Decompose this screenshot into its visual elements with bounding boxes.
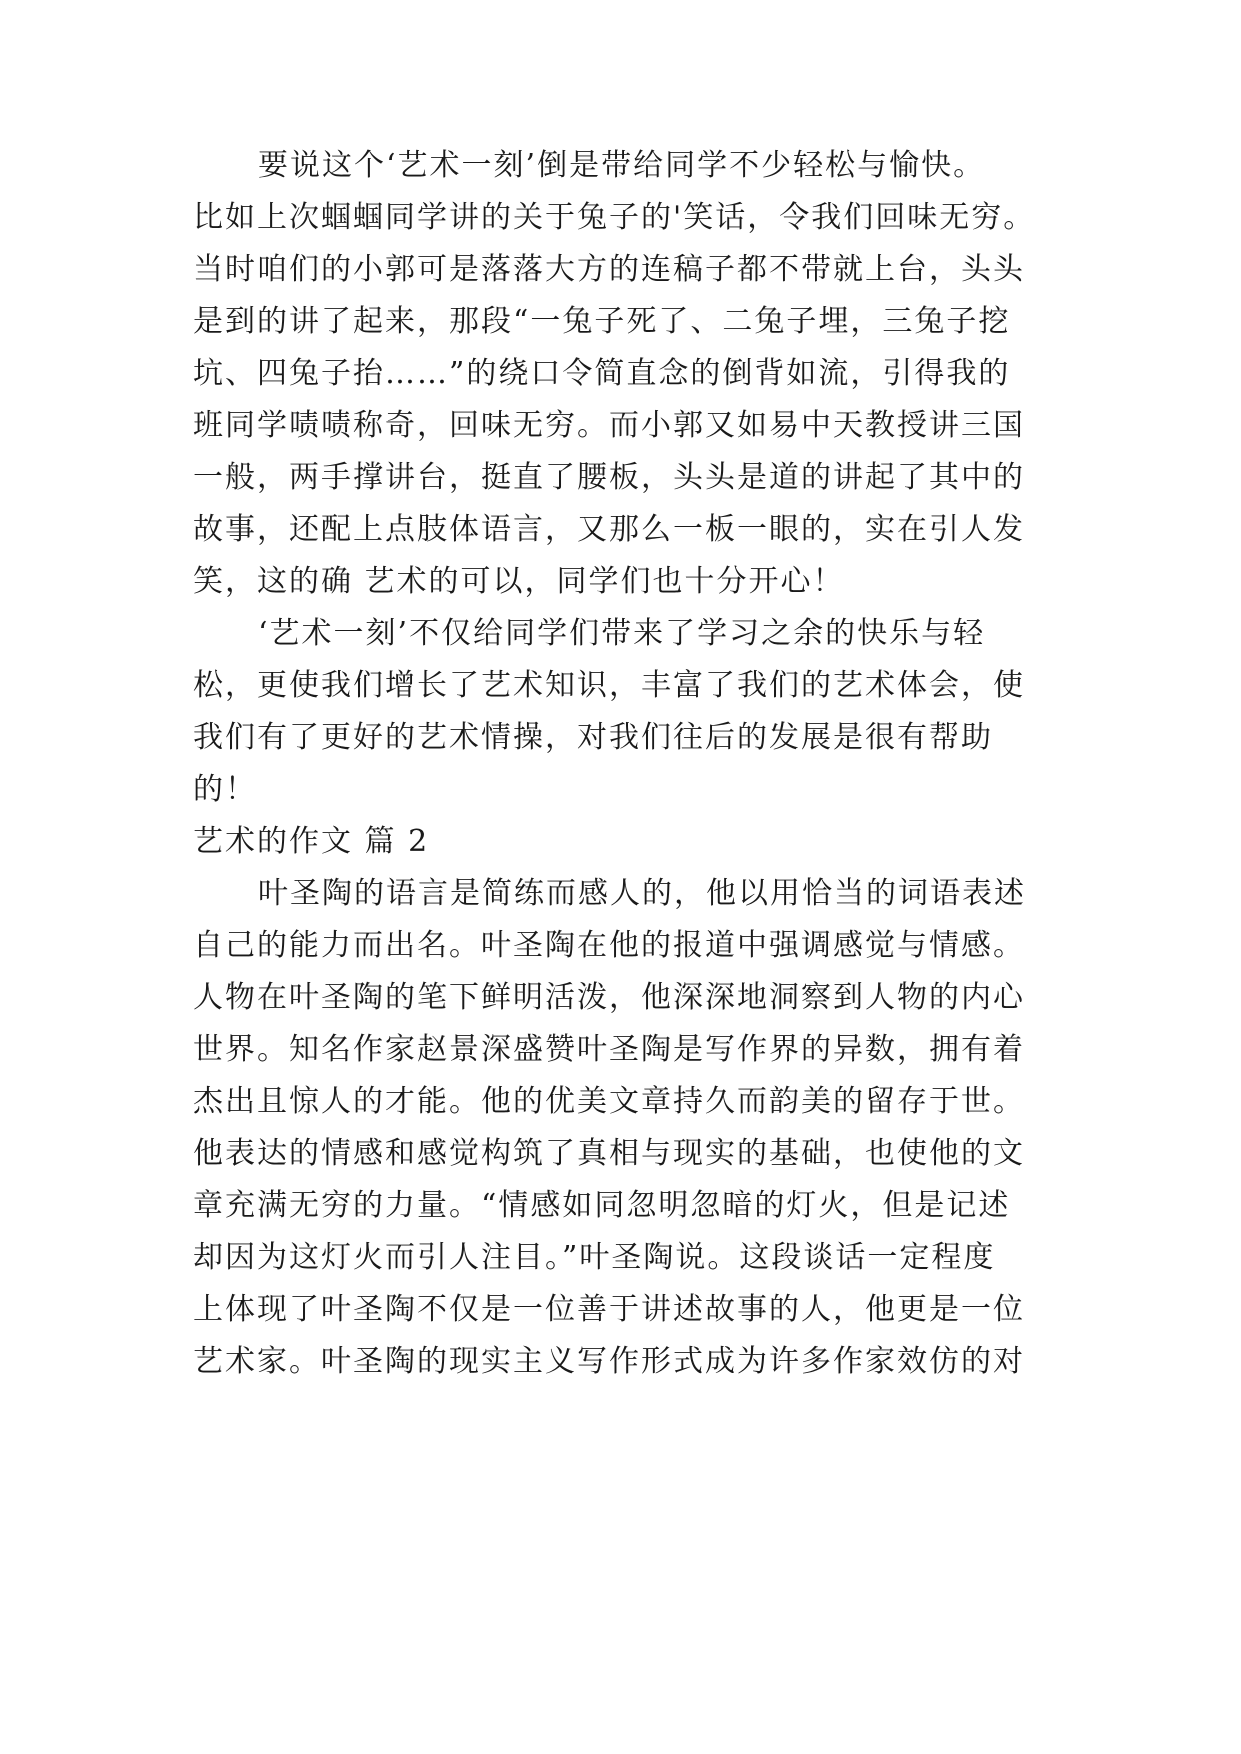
paragraph-1-line-3: 当时咱们的小郭可是落落大方的连稿子都不带就上台，头头 — [193, 252, 1025, 287]
section-heading: 艺术的作文 篇 2 — [193, 824, 430, 859]
paragraph-2-line-3: 我们有了更好的艺术情操，对我们往后的发展是很有帮助 — [193, 720, 993, 755]
paragraph-3-line-9: 上体现了叶圣陶不仅是一位善于讲述故事的人，他更是一位 — [193, 1292, 1025, 1327]
paragraph-1-line-5: 坑、四兔子抬……”的绕口令简直念的倒背如流，引得我的 — [193, 356, 1011, 391]
paragraph-1-line-1: 要说这个‘艺术一刻’倒是带给同学不少轻松与愉快。 — [258, 148, 986, 183]
paragraph-3-line-5: 杰出且惊人的才能。他的优美文章持久而韵美的留存于世。 — [193, 1084, 1025, 1119]
paragraph-1-line-2: 比如上次蝈蝈同学讲的关于兔子的'笑话，令我们回味无穷。 — [193, 200, 1036, 235]
paragraph-3-line-6: 他表达的情感和感觉构筑了真相与现实的基础，也使他的文 — [193, 1136, 1025, 1171]
paragraph-1-line-4: 是到的讲了起来，那段“一兔子死了、二兔子埋，三兔子挖 — [193, 304, 1011, 339]
paragraph-2-line-1: ‘艺术一刻’不仅给同学们带来了学习之余的快乐与轻 — [258, 616, 986, 651]
paragraph-1-line-7: 一般，两手撑讲台，挺直了腰板，头头是道的讲起了其中的 — [193, 460, 1025, 495]
paragraph-1-line-9: 笑，这的确 艺术的可以，同学们也十分开心！ — [193, 564, 845, 599]
paragraph-1-line-8: 故事，还配上点肢体语言，又那么一板一眼的，实在引人发 — [193, 512, 1025, 547]
paragraph-1-line-6: 班同学啧啧称奇，回味无穷。而小郭又如易中天教授讲三国 — [193, 408, 1025, 443]
paragraph-3-line-3: 人物在叶圣陶的笔下鲜明活泼，他深深地洞察到人物的内心 — [193, 980, 1025, 1015]
paragraph-3-line-8: 却因为这灯火而引人注目。”叶圣陶说。这段谈话一定程度 — [193, 1240, 996, 1275]
paragraph-2-line-2: 松，更使我们增长了艺术知识，丰富了我们的艺术体会，使 — [193, 668, 1025, 703]
paragraph-3-line-1: 叶圣陶的语言是简练而感人的，他以用恰当的词语表述 — [258, 876, 1026, 911]
paragraph-3-line-2: 自己的能力而出名。叶圣陶在他的报道中强调感觉与情感。 — [193, 928, 1025, 963]
paragraph-3-line-4: 世界。知名作家赵景深盛赞叶圣陶是写作界的异数，拥有着 — [193, 1032, 1025, 1067]
paragraph-3-line-10: 艺术家。叶圣陶的现实主义写作形式成为许多作家效仿的对 — [193, 1344, 1025, 1379]
paragraph-3-line-7: 章充满无穷的力量。“情感如同忽明忽暗的灯火，但是记述 — [193, 1188, 1011, 1223]
paragraph-2-line-4: 的！ — [193, 772, 257, 807]
